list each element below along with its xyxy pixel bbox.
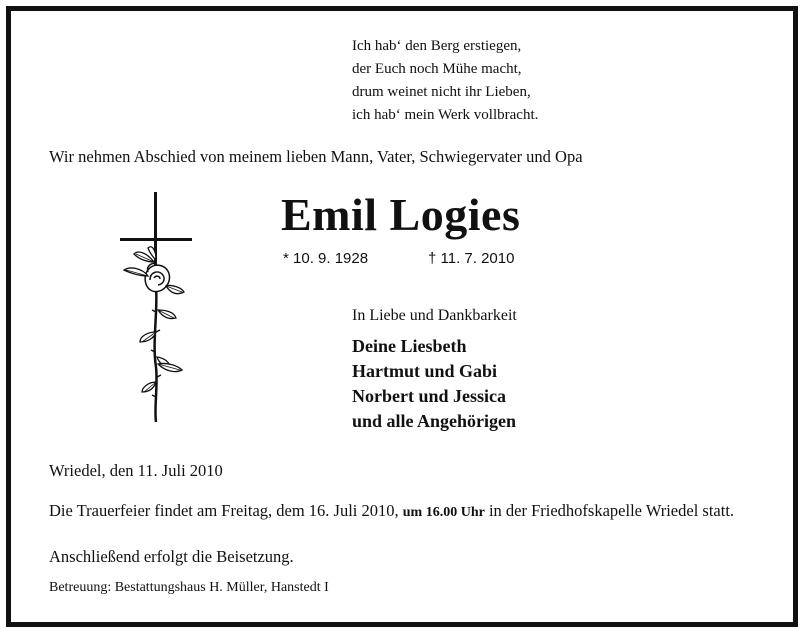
poem-line: der Euch noch Mühe macht,: [352, 61, 522, 77]
mourner-name: Norbert und Jessica: [352, 386, 506, 406]
death-date: † 11. 7. 2010: [428, 250, 515, 267]
birth-date: * 10. 9. 1928: [283, 250, 369, 267]
deceased-name: Emil Logies: [281, 189, 521, 240]
mourner-name: Hartmut und Gabi: [352, 361, 498, 381]
poem-line: Ich hab‘ den Berg erstiegen,: [352, 38, 522, 54]
service-text-before: Die Trauerfeier findet am Freitag, dem 16. Juli 2010,: [49, 501, 399, 520]
poem: [352, 35, 538, 127]
funeral-service-text: [49, 500, 763, 523]
poem-line: ich hab‘ mein Werk vollbracht.: [352, 107, 539, 123]
poem-line: drum weinet nicht ihr Lieben,: [352, 84, 531, 100]
cross-with-rose-icon: [112, 192, 202, 433]
mourners-list: [352, 334, 516, 434]
place-and-date: Wriedel, den 11. Juli 2010: [49, 461, 223, 480]
farewell-intro: Wir nehmen Abschied von meinem lieben Mann, Vater, Schwiegervater und Opa: [49, 147, 583, 166]
mourner-name: Deine Liesbeth: [352, 336, 467, 356]
mourner-name: und alle Angehörigen: [352, 411, 517, 431]
burial-note: Anschließend erfolgt die Beisetzung.: [49, 547, 294, 566]
service-text-after: in der Friedhofskapelle Wriedel statt.: [488, 501, 735, 520]
service-time: um 16.00 Uhr: [402, 505, 485, 520]
life-dates: [283, 250, 515, 267]
funeral-home-credit: Betreuung: Bestattungshaus H. Müller, Hanstedt I: [49, 580, 329, 595]
mourners-intro: In Liebe und Dankbarkeit: [352, 307, 517, 324]
